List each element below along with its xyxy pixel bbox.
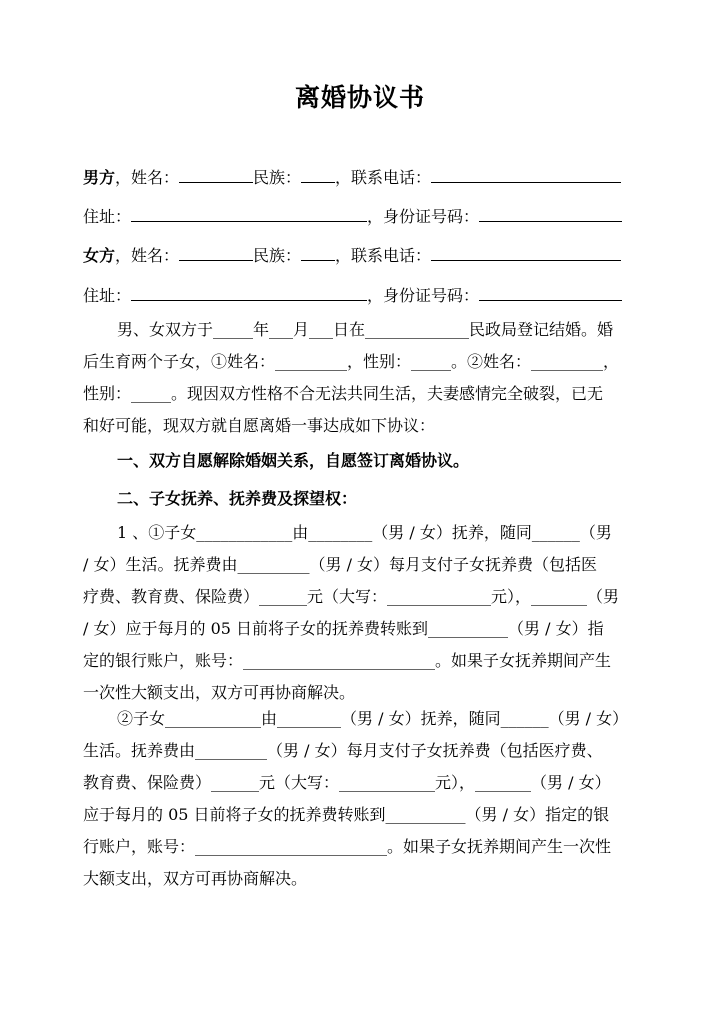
wife-id-field[interactable] — [479, 285, 622, 301]
intro-line: 男、女双方于_____年___月___日在_____________民政局登记结婚。婚 — [117, 320, 614, 339]
wife-phone-field[interactable] — [431, 245, 621, 261]
clause-line: 大额支出，双方可再协商解决。 — [83, 869, 308, 888]
clause-line: 教育费、保险费）______元（大写：____________元），_______（男 / 女） — [83, 773, 611, 792]
child-2-clause — [83, 703, 638, 895]
wife-label: 女方 — [83, 246, 116, 265]
husband-name-field[interactable] — [179, 167, 253, 183]
husband-label: 男方 — [83, 168, 116, 187]
clause-line: 定的银行账户，账号：________________________。如果子女抚养期间产生 — [83, 651, 612, 670]
wife-address-field[interactable] — [131, 285, 367, 301]
child-1-clause — [83, 517, 638, 709]
wife-ethnicity-label: 民族： — [253, 246, 302, 265]
husband-address-field[interactable] — [131, 206, 367, 222]
husband-ethnicity-field[interactable] — [301, 167, 335, 183]
husband-address-row — [83, 206, 622, 227]
husband-id-label: ，身份证号码： — [367, 207, 480, 226]
intro-line: 和好可能，现双方就自愿离婚一事达成如下协议： — [83, 416, 436, 435]
clause-line: ②子女____________由________（男 / 女）抚养，随同______（男 / 女） — [117, 709, 629, 728]
clause-line: / 女）生活。抚养费由_________（男 / 女）每月支付子女抚养费（包括医 — [83, 555, 598, 574]
wife-address-row — [83, 285, 622, 306]
clause-line: 行账户，账号：________________________。如果子女抚养期间产生一次性 — [83, 837, 612, 856]
wife-ethnicity-field[interactable] — [301, 245, 335, 261]
intro-paragraph — [83, 314, 638, 442]
clause-line: 生活。抚养费由_________（男 / 女）每月支付子女抚养费（包括医疗费、 — [83, 741, 603, 760]
wife-info-row — [83, 245, 621, 266]
husband-name-label: ，姓名： — [115, 168, 180, 187]
husband-address-label: 住址： — [83, 207, 132, 226]
wife-address-label: 住址： — [83, 286, 132, 305]
husband-phone-field[interactable] — [431, 167, 621, 183]
husband-id-field[interactable] — [479, 206, 622, 222]
clause-line: 疗费、教育费、保险费）______元（大写：_____________元），_______（男 — [83, 587, 620, 606]
husband-phone-label: ，联系电话： — [335, 168, 432, 187]
document-title: 离婚协议书 — [294, 83, 425, 112]
clause-line: 一次性大额支出，双方可再协商解决。 — [83, 683, 356, 702]
section-1-heading: 一、双方自愿解除婚姻关系，自愿签订离婚协议。 — [117, 451, 470, 470]
wife-id-label: ，身份证号码： — [367, 286, 480, 305]
clause-line: 应于每月的 05 日前将子女的抚养费转账到__________（男 / 女）指定的银 — [83, 805, 610, 824]
wife-phone-label: ，联系电话： — [335, 246, 432, 265]
clause-line: / 女）应于每月的 05 日前将子女的抚养费转账到__________（男 / 女）指 — [83, 619, 604, 638]
section-2-heading: 二、子女抚养、抚养费及探望权： — [117, 489, 358, 508]
wife-name-label: ，姓名： — [115, 246, 180, 265]
wife-name-field[interactable] — [179, 245, 253, 261]
clause-line: 1 、①子女____________由________（男 / 女）抚养，随同______（男 — [117, 523, 612, 542]
husband-info-row — [83, 167, 621, 188]
intro-line: 性别：_____。现因双方性格不合无法共同生活，夫妻感情完全破裂，已无 — [83, 384, 604, 403]
intro-line: 后生育两个子女，①姓名：_________，性别：_____。②姓名：_________， — [83, 352, 620, 371]
husband-ethnicity-label: 民族： — [253, 168, 302, 187]
